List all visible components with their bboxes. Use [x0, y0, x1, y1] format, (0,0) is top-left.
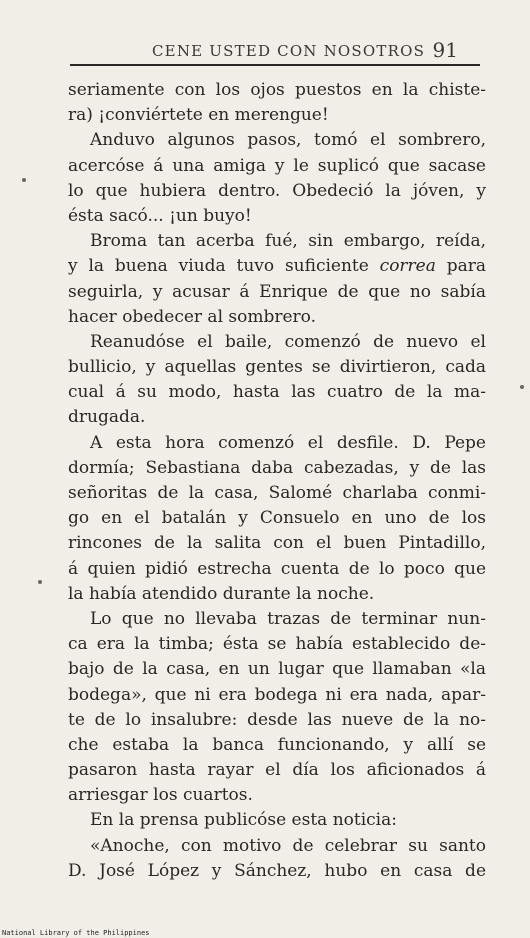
text-line: cual á su modo, hasta las cuatro de la ma-	[68, 382, 486, 403]
text-line: la había atendido durante la noche.	[68, 583, 375, 604]
body-text	[68, 78, 486, 884]
text-line: á quien pidió estrecha cuenta de lo poco que	[68, 558, 486, 579]
text-line: lo que hubiera dentro. Obedeció la jóven, y	[68, 180, 486, 201]
running-head: CENE USTED CON NOSOTROS	[152, 42, 426, 60]
text-line: te de lo insalubre: desde las nueve de la no-	[68, 709, 486, 730]
page-number: 91	[432, 38, 458, 62]
text-line: seguirla, y acusar á Enrique de que no sabía	[68, 281, 486, 302]
text-line: bodega», que ni era bodega ni era nada, apar-	[68, 684, 486, 705]
text-line: Reanudóse el baile, comenzó de nuevo el	[90, 331, 486, 352]
text-line: «Anoche, con motivo de celebrar su santo	[90, 835, 486, 856]
text-line: señoritas de la casa, Salomé charlaba conmi-	[68, 483, 486, 503]
emphasis: correa	[379, 256, 436, 277]
stray-mark	[38, 580, 42, 584]
text-line: A esta hora comenzó el desfile. D. Pepe	[90, 432, 486, 453]
text-line: dormía; Sebastiana daba cabezadas, y de las	[68, 457, 486, 478]
text-line: Broma tan acerba fué, sin embargo, reída,	[90, 231, 486, 252]
text-line: acercóse á una amiga y le suplicó que sacase	[68, 155, 486, 176]
text-line: pasaron hasta rayar el día los aficionados á	[68, 760, 486, 781]
stray-mark	[520, 385, 524, 389]
text-line: seriamente con los ojos puestos en la chiste-	[68, 80, 486, 100]
text-line: y la buena viuda tuvo suficiente correa para	[68, 256, 486, 277]
text-line: En la prensa publicóse esta noticia:	[90, 810, 397, 831]
stray-mark	[22, 178, 26, 182]
text-line: arriesgar los cuartos.	[68, 785, 253, 806]
library-credit: National Library of the Philippines	[2, 929, 150, 937]
text-line: hacer obedecer al sombrero.	[68, 306, 317, 327]
text-line: D. José López y Sánchez, hubo en casa de	[68, 860, 486, 881]
text-line: Anduvo algunos pasos, tomó el sombrero,	[90, 130, 486, 151]
text-line: Lo que no llevaba trazas de terminar nun-	[90, 608, 486, 629]
text-line: che estaba la banca funcionando, y allí se	[68, 734, 486, 755]
text-line: ésta sacó... ¡un buyo!	[68, 205, 252, 226]
text-line: go en el batalán y Consuelo en uno de los	[68, 508, 486, 529]
text-line: drugada.	[68, 407, 146, 428]
page-header	[68, 38, 484, 64]
text-line: ca era la timba; ésta se había establecido de-	[68, 634, 486, 655]
text-line: bajo de la casa, en un lugar que llamaban «la	[68, 659, 486, 680]
text-line: rincones de la salita con el buen Pintadillo,	[68, 533, 486, 554]
header-rule	[70, 64, 480, 66]
text-line: ra) ¡conviértete en merengue!	[68, 105, 329, 126]
text-line: bullicio, y aquellas gentes se divirtieron, cada	[68, 357, 486, 378]
